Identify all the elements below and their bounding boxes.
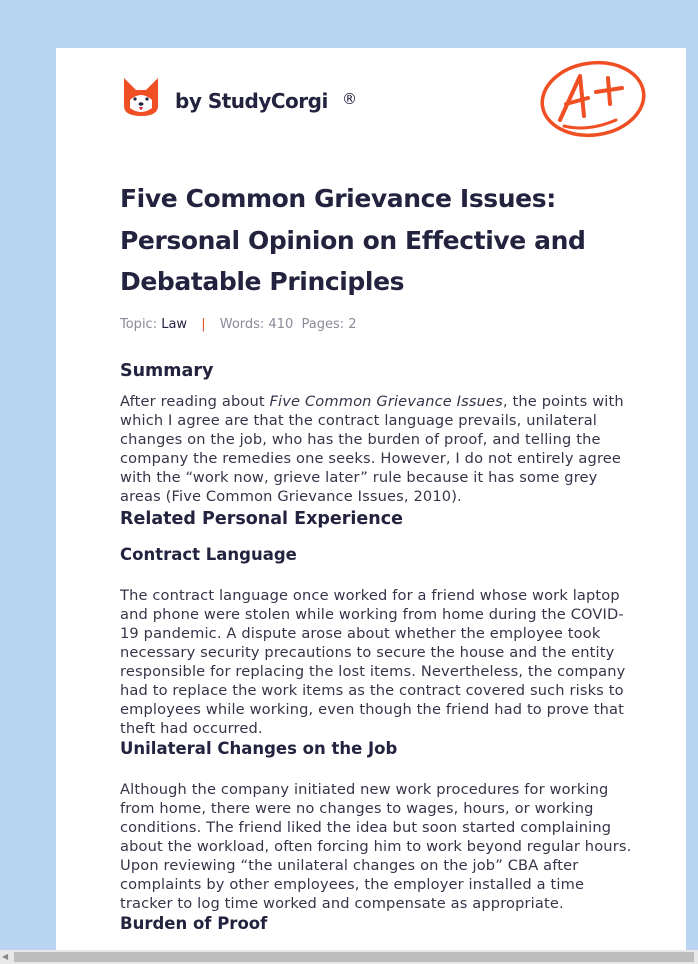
scrollbar-thumb[interactable] — [14, 952, 694, 962]
article-meta — [120, 317, 635, 332]
section-heading-related-experience: Related Personal Experience — [120, 508, 403, 529]
document-page — [56, 48, 686, 950]
horizontal-scrollbar[interactable] — [0, 950, 698, 964]
meta-separator: | — [201, 316, 206, 332]
registered-mark: ® — [342, 90, 357, 108]
topic-label: Topic: — [120, 316, 158, 332]
topic-link[interactable]: Law — [161, 316, 188, 332]
scroll-left-arrow-icon[interactable]: ◀ — [2, 952, 9, 961]
article-content — [120, 178, 635, 935]
a-plus-grade-icon — [538, 58, 648, 140]
contract-language-paragraph: The contract language once worked for a friend whose work laptop and phone were stolen while working from home during the COVID-19 pandemic. A dispute arose about whether the employee took necessary security precautions to secure the house and the entity responsible for replacing the lost items. Nevertheless, the company had to replace the work items as the contract covered such risks to employees while working, even though the friend had to prove that theft had occurred. — [120, 586, 626, 737]
page-count: Pages: 2 — [301, 316, 357, 332]
subheading-burden-of-proof: Burden of Proof — [120, 913, 268, 933]
brand-name: by StudyCorgi — [175, 89, 328, 113]
subheading-unilateral-changes: Unilateral Changes on the Job — [120, 738, 398, 758]
section-heading-summary: Summary — [120, 360, 214, 381]
studycorgi-logo[interactable] — [122, 76, 357, 118]
corgi-icon — [122, 76, 160, 118]
unilateral-changes-paragraph: Although the company initiated new work procedures for working from home, there were no changes to wages, hours, or working conditions. The friend liked the idea but soon started complaining about the workload, often forcing him to work beyond regular hours. Upon reviewing “the unilateral changes on the job” CBA after complaints by other employees, the employer installed a time tracker to log time worked and compensate as appropriate. — [120, 780, 632, 912]
word-count: Words: 410 — [219, 316, 294, 332]
summary-paragraph: After reading about Five Common Grievance Issues, the points with which I agree are that the contract language prevails, unilateral changes on the job, who has the burden of proof, and telling the company the remedies one seeks. However, I do not entirely agree with the “work now, grieve later” rule because it has some grey areas (Five Common Grievance Issues, 2010). — [120, 392, 624, 505]
subheading-contract-language: Contract Language — [120, 544, 297, 564]
article-title: Five Common Grievance Issues: Personal Opinion on Effective and Debatable Principles — [120, 184, 586, 296]
